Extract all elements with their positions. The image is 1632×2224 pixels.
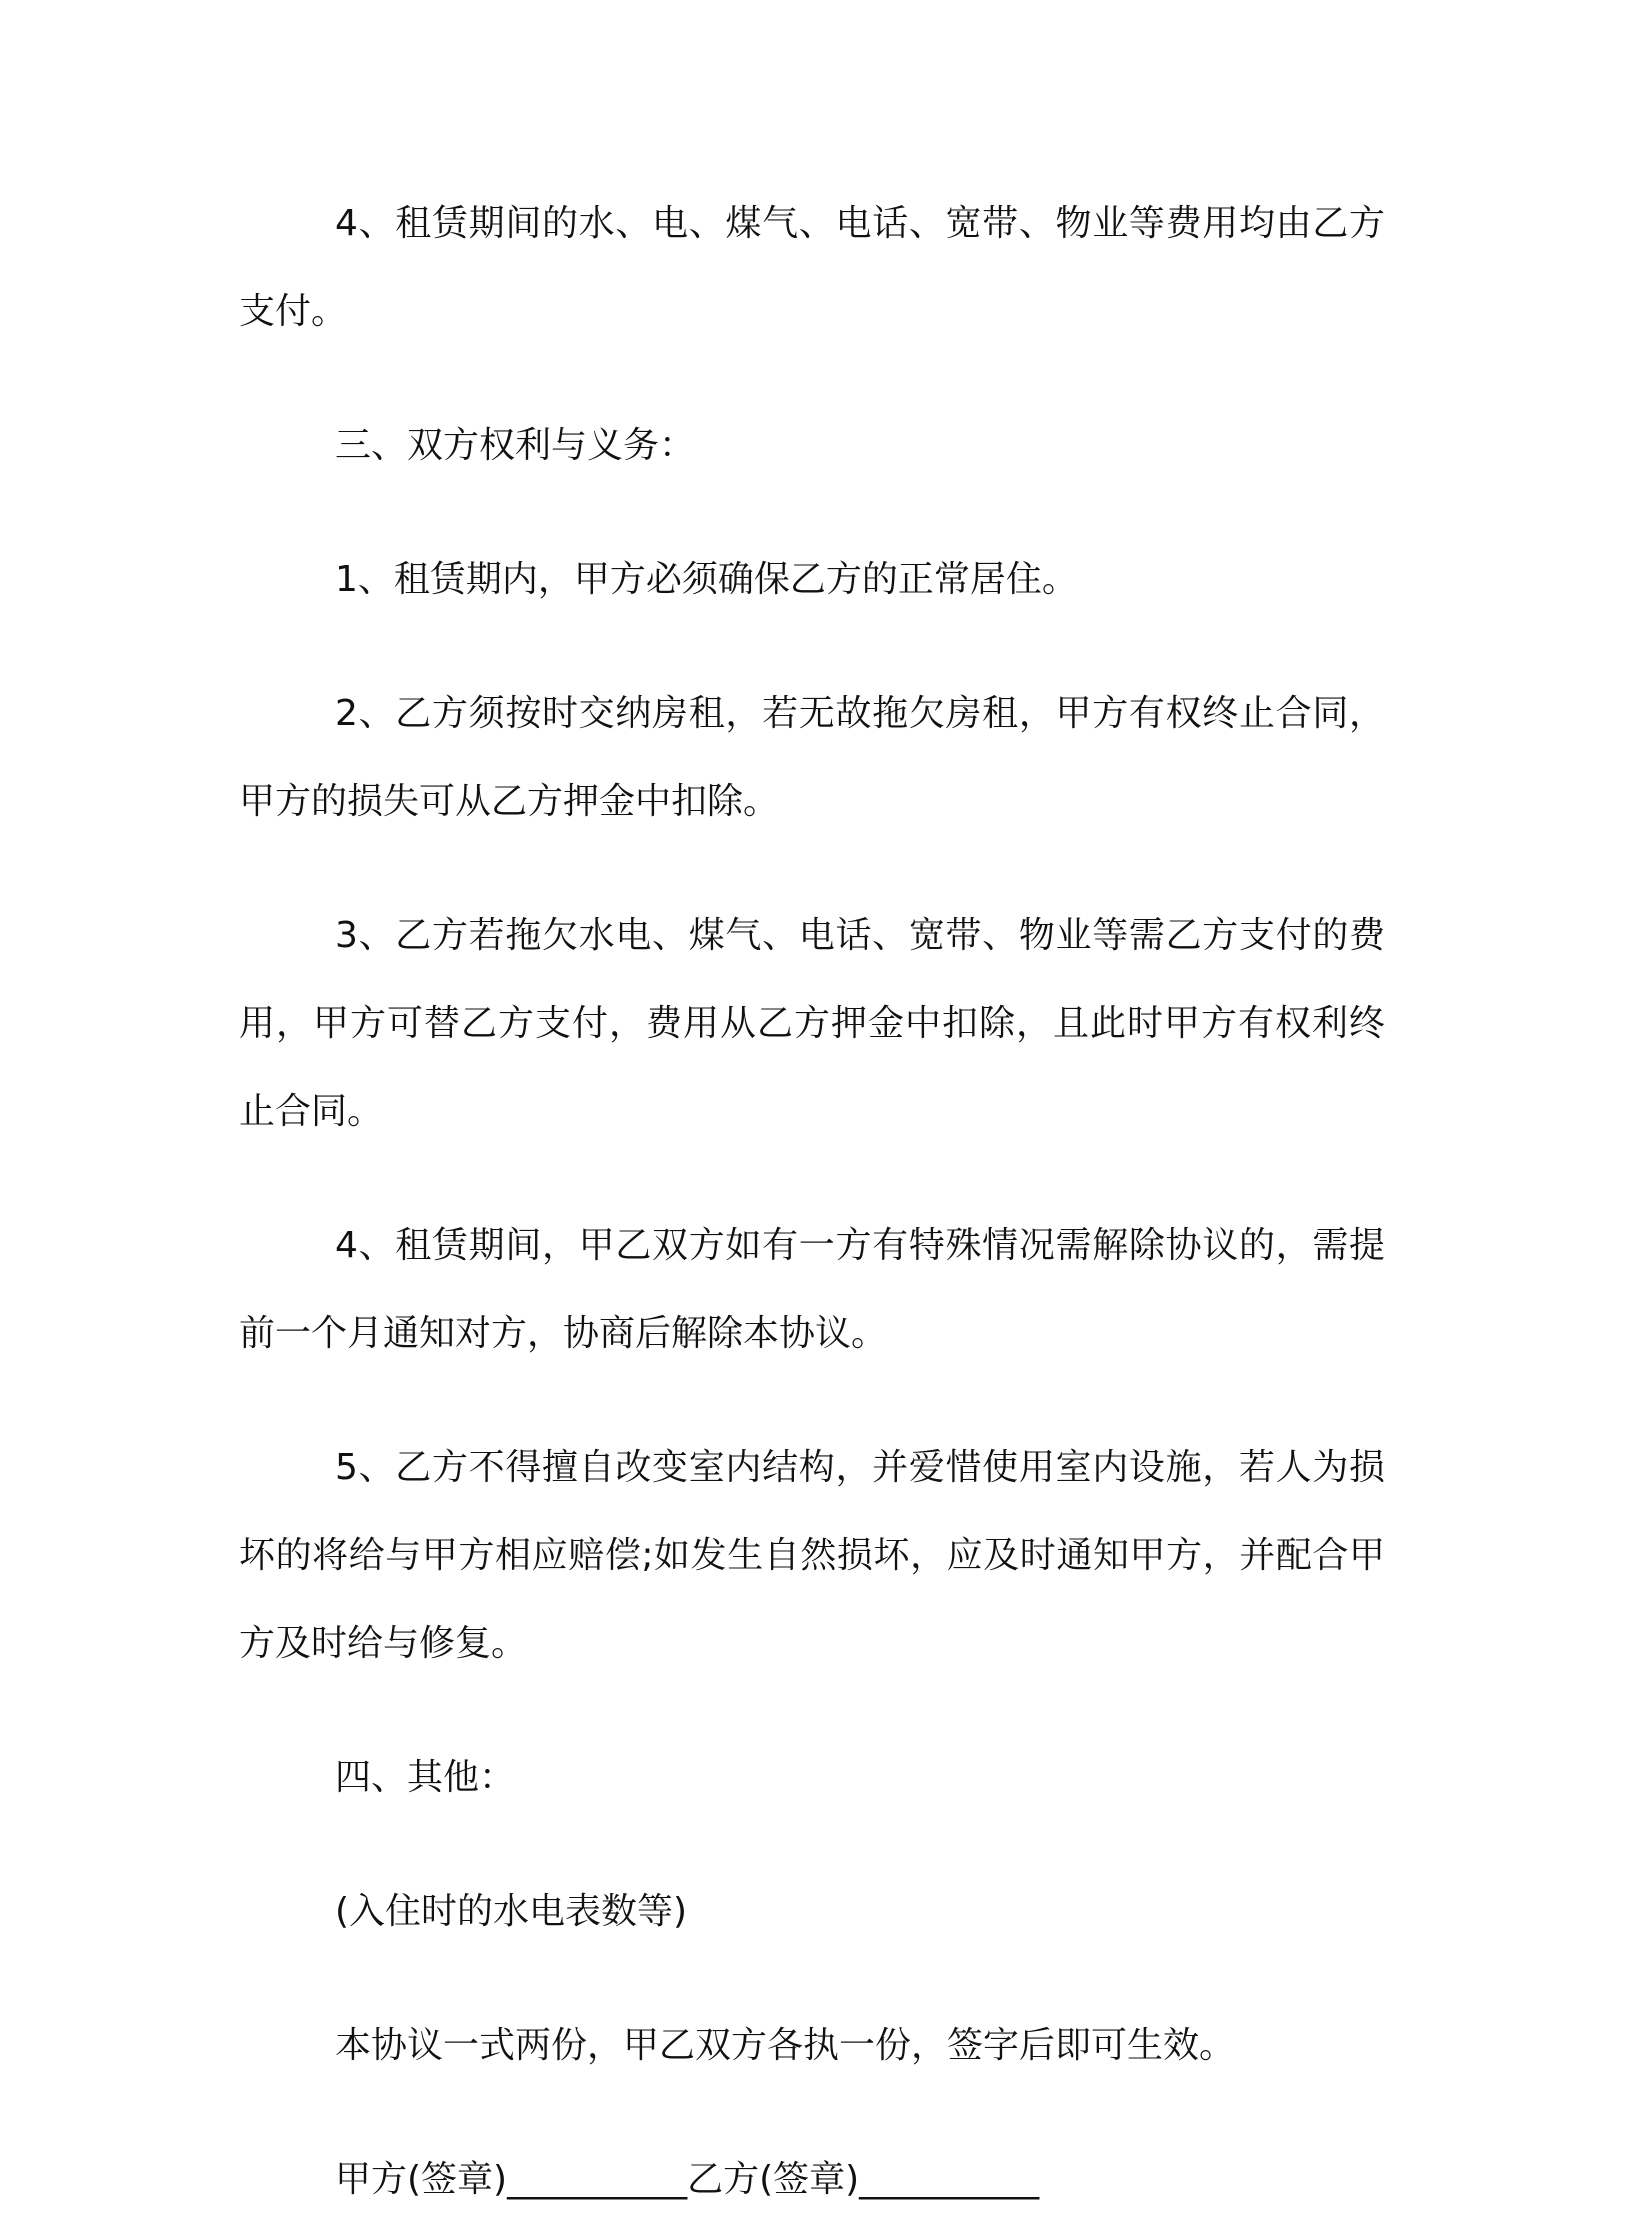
paragraph-clause-2: 2、乙方须按时交纳房租，若无故拖欠房租，甲方有权终止合同，甲方的损失可从乙方押金中扣除。 bbox=[239, 693, 1385, 822]
paragraph-clause-4: 4、租赁期间，甲乙双方如有一方有特殊情况需解除协议的，需提前一个月通知对方，协商后解除本协议。 bbox=[239, 1225, 1385, 1354]
paragraph-clause-5: 5、乙方不得擅自改变室内结构，并爱惜使用室内设施，若人为损坏的将给与甲方相应赔偿;如发生自然损坏，应及时通知甲方，并配合甲方及时给与修复。 bbox=[239, 1447, 1385, 1664]
paragraph-utilities-clause: 4、租赁期间的水、电、煤气、电话、宽带、物业等费用均由乙方支付。 bbox=[239, 203, 1385, 332]
paragraph-clause-3: 3、乙方若拖欠水电、煤气、电话、宽带、物业等需乙方支付的费用，甲方可替乙方支付，费用从乙方押金中扣除，且此时甲方有权利终止合同。 bbox=[239, 915, 1385, 1132]
paragraph-meter-note: (入住时的水电表数等) bbox=[335, 1891, 688, 1932]
section-heading-other: 四、其他： bbox=[335, 1757, 516, 1798]
section-heading-rights-obligations: 三、双方权利与义务： bbox=[335, 425, 696, 466]
paragraph-clause-1: 1、租赁期内，甲方必须确保乙方的正常居住。 bbox=[335, 559, 1078, 600]
paragraph-effectiveness: 本协议一式两份，甲乙双方各执一份，签字后即可生效。 bbox=[335, 2025, 1236, 2066]
signature-line: 甲方(签章)__________乙方(签章)__________ bbox=[335, 2159, 1040, 2200]
document-body bbox=[239, 180, 1385, 2224]
